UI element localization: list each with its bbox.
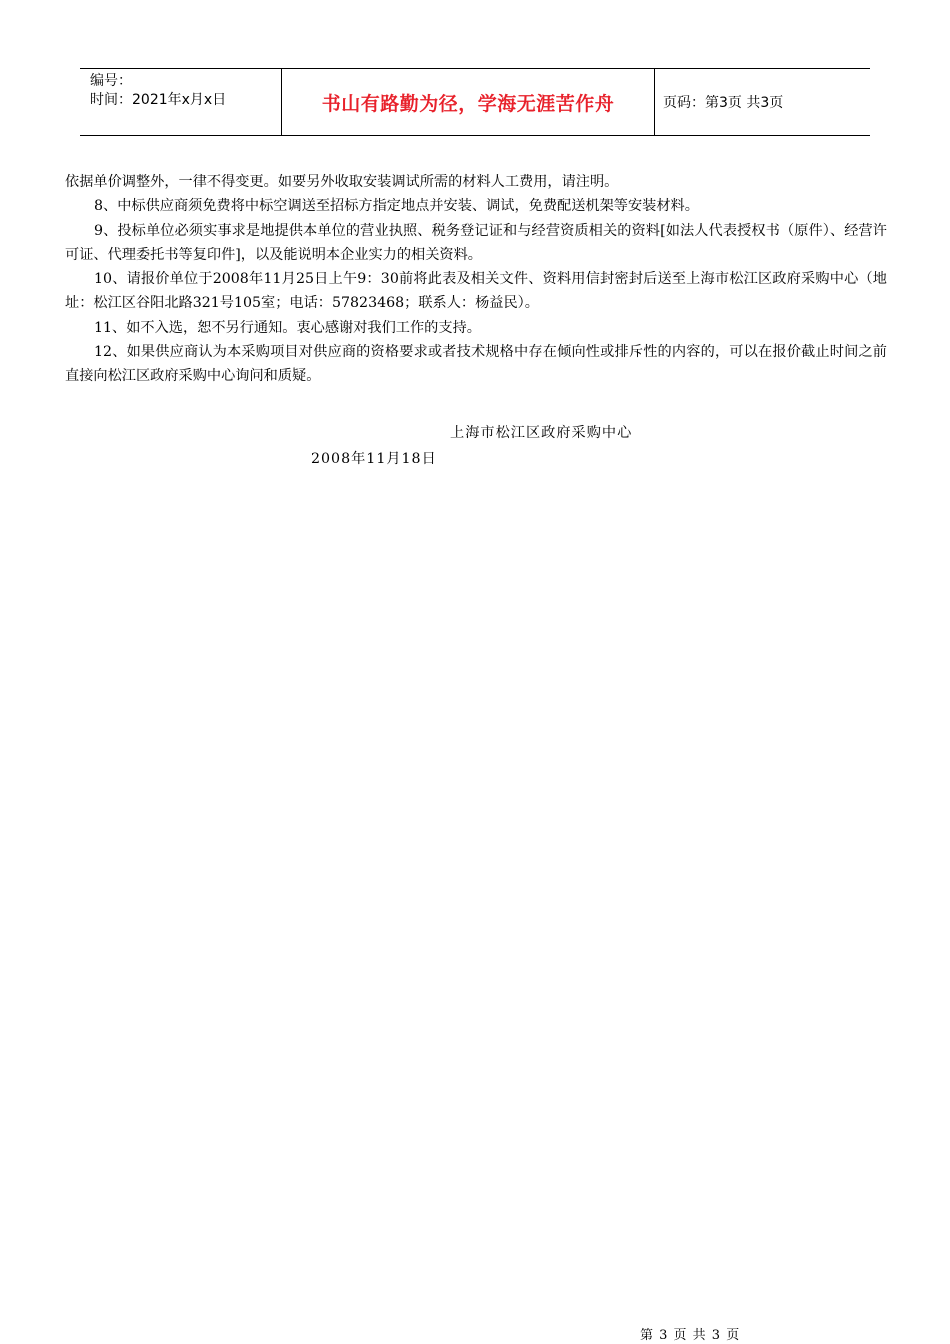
paragraph-item-11: 11、如不入选，恕不另行通知。衷心感谢对我们工作的支持。 [94,319,481,336]
document-body [65,170,887,389]
time-label: 时间：2021年x月x日 [90,92,227,108]
signature-date: 2008年11月18日 [311,451,437,467]
header-meta [80,69,281,135]
number-label: 编号： [90,73,132,89]
page-footer: 第 3 页 共 3 页 [640,1328,741,1343]
page-header [80,68,870,136]
paragraph-continuation: 依据单价调整外，一律不得变更。如要另外收取安装调试所需的材料人工费用，请注明。 [65,174,619,190]
paragraph-item-12: 12、如果供应商认为本采购项目对供应商的资格要求或者技术规格中存在倾向性或排斥性的内容的，可以在报价截止时间之前直接向松江区政府采购中心询问和质疑。 [65,344,887,385]
header-motto: 书山有路勤为径，学海无涯苦作舟 [281,69,655,135]
signature-organization: 上海市松江区政府采购中心 [450,425,633,441]
header-page-info: 页码：第3页 共3页 [663,95,784,111]
paragraph-item-10: 10、请报价单位于2008年11月25日上午9：30前将此表及相关文件、资料用信封密封后送至上海市松江区政府采购中心（地址：松江区谷阳北路321号105室；电话：57823468；联系人：杨益民）。 [65,271,887,312]
paragraph-item-9: 9、投标单位必须实事求是地提供本单位的营业执照、税务登记证和与经营资质相关的资料[如法人代表授权书（原件）、经营许可证、代理委托书等复印件]，以及能说明本企业实力的相关资料。 [65,222,887,263]
paragraph-item-8: 8、中标供应商须免费将中标空调送至招标方指定地点并安装、调试，免费配送机架等安装材料。 [94,198,699,215]
